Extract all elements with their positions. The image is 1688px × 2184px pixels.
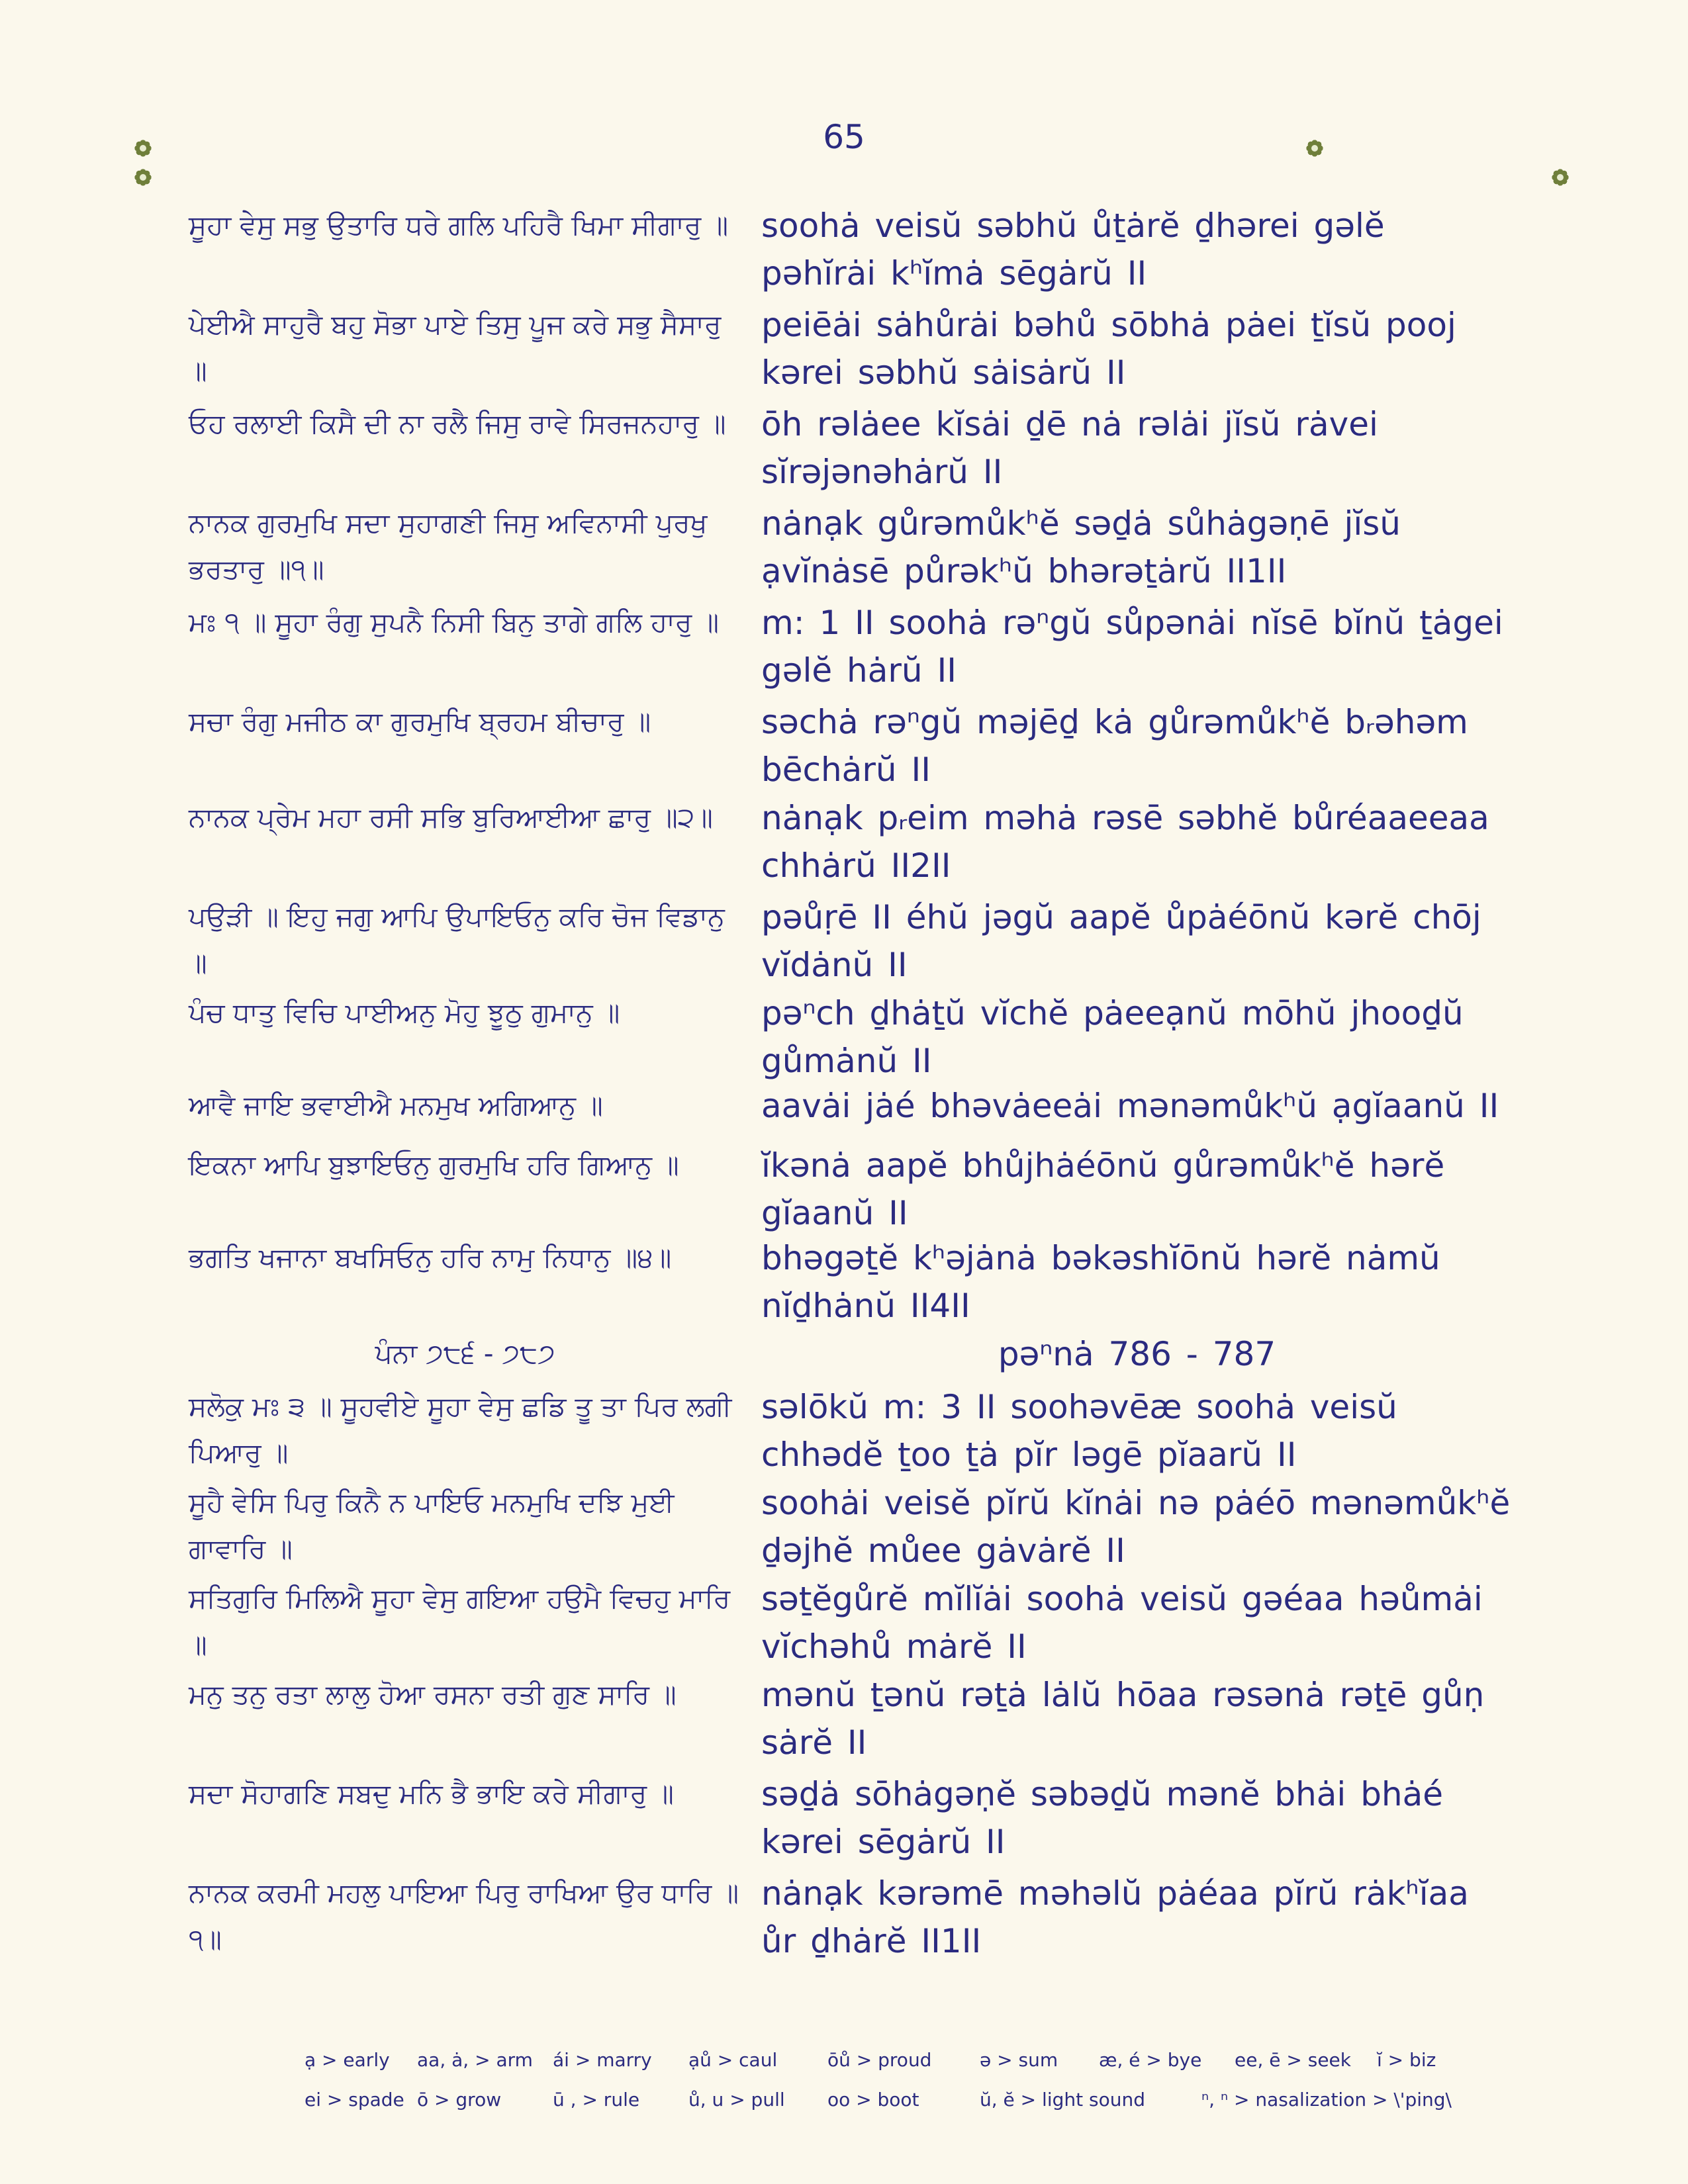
legend-row	[305, 2079, 1496, 2119]
legend-item: ŭ, ĕ > light sound	[980, 2088, 1145, 2111]
legend-row	[305, 2040, 1496, 2079]
transliteration-line: bhəgəṯĕ kʰəjȧnȧ bəkəshĭōnŭ hərĕ nȧmŭ nĭḏhȧnŭ II4II	[761, 1239, 1440, 1325]
transliteration-heading: pəⁿnȧ 786 - 787	[998, 1335, 1276, 1373]
transliteration-line: peiēȧi sȧhůrȧi bəhů sōbhȧ pȧei ṯĭsŭ pooj kərei səbhŭ sȧisȧrŭ II	[761, 306, 1456, 392]
gurmukhi-line: ਭਗਤਿ ਖਜਾਨਾ ਬਖਸਿਓਨੁ ਹਰਿ ਨਾਮੁ ਨਿਧਾਨੁ ॥੪॥	[189, 1242, 672, 1273]
gurmukhi-line: ਨਾਨਕ ਗੁਰਮੁਖਿ ਸਦਾ ਸੁਹਾਗਣੀ ਜਿਸੁ ਅਵਿਨਾਸੀ ਪੁਰਖੁ ਭਰਤਾਰੁ ॥੧॥	[189, 507, 708, 585]
gurmukhi-heading: ਪੰਨਾ ੭੮੬ - ੭੮੭	[375, 1338, 555, 1369]
verse-row	[189, 1575, 1513, 1671]
gurmukhi-line: ਸਲੋਕੁ ਮਃ ੩ ॥ ਸੂਹਵੀਏ ਸੂਹਾ ਵੇਸੁ ਛਡਿ ਤੂ ਤਾ ਪਿਰ ਲਗੀ ਪਿਆਰੁ ॥	[189, 1390, 732, 1469]
legend-item: ⁿ, ⁿ > nasalization > \'ping\	[1201, 2088, 1452, 2111]
gurmukhi-line: ਓਹ ਰਲਾਈ ਕਿਸੈ ਦੀ ਨਾ ਰਲੈ ਜਿਸੁ ਰਾਵੇ ਸਿਰਜਨਹਾਰੁ ॥	[189, 408, 726, 439]
transliteration-line: səlōkŭ m: 3 II soohəvēæ soohȧ veisŭ chhədĕ ṯoo ṯȧ pĭr ləgē pĭaarŭ II	[761, 1388, 1397, 1474]
transliteration-line: soohȧ veisŭ səbhŭ ůṯȧrĕ ḏhərei gəlĕ pəhĭrȧi kʰĭmȧ sēgȧrŭ II	[761, 206, 1385, 293]
verse-row	[189, 1479, 1513, 1575]
gurmukhi-line: ਸਤਿਗੁਰਿ ਮਿਲਿਐ ਸੂਹਾ ਵੇਸੁ ਗਇਆ ਹਉਮੈ ਵਿਚਹੁ ਮਾਰਿ ॥	[189, 1582, 731, 1661]
transliteration-line: aavȧi jȧé bhəvȧeeȧi mənəmůkʰŭ ạgĭaanŭ II	[761, 1087, 1499, 1125]
verse-row	[189, 893, 1513, 989]
transliteration-line: soohȧi veisĕ pĭrŭ kĭnȧi nə pȧéō mənəmůkʰĕ ḏəjhĕ můee gȧvȧrĕ II	[761, 1484, 1511, 1570]
verse-row	[189, 1142, 1513, 1234]
verse-row	[189, 1671, 1513, 1770]
legend-item: ạů > caul	[688, 2048, 778, 2071]
transliteration-line: nȧnạk pᵣeim məhȧ rəsē səbhĕ bůréaaeeaa chhȧrŭ II2II	[761, 799, 1489, 885]
verse-row	[189, 500, 1513, 599]
verse-row	[189, 989, 1513, 1082]
verse-row	[189, 400, 1513, 500]
transliteration-line: mənŭ ṯənŭ rəṯȧ lȧlŭ hōaa rəsənȧ rəṯē gůṇ sȧrĕ II	[761, 1676, 1485, 1762]
gurmukhi-line: ਸੂਹਾ ਵੇਸੁ ਸਭੁ ਉਤਾਰਿ ਧਰੇ ਗਲਿ ਪਹਿਰੈ ਖਿਮਾ ਸੀਗਾਰੁ ॥	[189, 209, 728, 241]
transliteration-line: ōh rəlȧee kĭsȧi ḏē nȧ rəlȧi jĭsŭ rȧvei sĭrəjənəhȧrŭ II	[761, 405, 1378, 491]
verse-row	[189, 1082, 1513, 1142]
legend-item: ō > grow	[417, 2088, 502, 2111]
flower-ornament-icon	[134, 168, 152, 187]
verse-row	[189, 1234, 1513, 1330]
transliteration-line: səṯĕgůrĕ mĭlĭȧi soohȧ veisŭ gəéaa həůmȧi vĭchəhů mȧrĕ II	[761, 1580, 1483, 1666]
legend-item: ū , > rule	[553, 2088, 640, 2111]
flower-ornament-icon	[134, 139, 152, 158]
transliteration-line: pəůṛē II éhŭ jəgŭ aapĕ ůpȧéōnŭ kərĕ chōj vĭdȧnŭ II	[761, 898, 1481, 984]
transliteration-line: pəⁿch ḏhȧṯŭ vĭchĕ pȧeeạnŭ mōhŭ jhooḏŭ gůmȧnŭ II	[761, 994, 1464, 1080]
transliteration-line: ĭkənȧ aapĕ bhůjhȧéōnŭ gůrəmůkʰĕ hərĕ gĭaanŭ II	[761, 1146, 1445, 1232]
flower-ornament-icon	[1305, 139, 1324, 158]
gurmukhi-line: ਸਦਾ ਸੋਹਾਗਣਿ ਸਬਦੁ ਮਨਿ ਭੈ ਭਾਇ ਕਰੇ ਸੀਗਾਰੁ ॥	[189, 1778, 674, 1809]
verse-row	[189, 698, 1513, 794]
gurmukhi-line: ਮਃ ੧ ॥ ਸੂਹਾ ਰੰਗੁ ਸੁਪਨੈ ਨਿਸੀ ਬਿਨੁ ਤਾਗੇ ਗਲਿ ਹਾਰੁ ॥	[189, 606, 719, 638]
transliteration-line: m: 1 II soohȧ rəⁿgŭ sůpənȧi nĭsē bĭnŭ ṯȧgei gəlĕ hȧrŭ II	[761, 604, 1503, 690]
legend-item: ee, ē > seek	[1235, 2048, 1351, 2071]
gurmukhi-line: ਪੇਈਐ ਸਾਹੁਰੈ ਬਹੁ ਸੋਭਾ ਪਾਏ ਤਿਸੁ ਪੂਜ ਕਰੇ ਸਭੁ ਸੈਸਾਰੁ ॥	[189, 308, 722, 387]
gurmukhi-line: ਇਕਨਾ ਆਪਿ ਬੁਝਾਇਓਨੁ ਗੁਰਮੁਖਿ ਹਰਿ ਗਿਆਨੁ ॥	[189, 1149, 679, 1181]
legend-item: aa, ȧ, > arm	[417, 2048, 533, 2071]
transliteration-line: nȧnạk kərəmē məhəlŭ pȧéaa pĭrŭ rȧkʰĭaa ůr ḏhȧrĕ II1II	[761, 1874, 1469, 1960]
gurmukhi-line: ਪੰਚ ਧਾਤੁ ਵਿਚਿ ਪਾਈਅਨੁ ਮੋਹੁ ਝੂਠੁ ਗੁਮਾਨੁ ॥	[189, 997, 620, 1028]
legend-item: æ, é > bye	[1099, 2048, 1202, 2071]
verse-block	[189, 202, 1513, 1969]
legend-item: ei > spade	[305, 2088, 404, 2111]
legend-item: ái > marry	[553, 2048, 652, 2071]
legend-item: ů, u > pull	[688, 2088, 785, 2111]
transliteration-line: səchȧ rəⁿgŭ məjēḏ kȧ gůrəmůkʰĕ bᵣəhəm bēchȧrŭ II	[761, 703, 1468, 789]
gurmukhi-line: ਆਵੈ ਜਾਇ ਭਵਾਈਐ ਮਨਮੁਖ ਅਗਿਆਨੁ ॥	[189, 1089, 603, 1121]
legend-item: ōů > proud	[827, 2048, 932, 2071]
gurmukhi-line: ਸੂਹੈ ਵੇਸਿ ਪਿਰੁ ਕਿਨੈ ਨ ਪਾਇਓ ਮਨਮੁਖਿ ਦਝਿ ਮੁਈ ਗਾਵਾਰਿ ॥	[189, 1486, 675, 1565]
verse-row	[189, 301, 1513, 400]
gurmukhi-line: ਪਉੜੀ ॥ ਇਹੁ ਜਗੁ ਆਪਿ ਉਪਾਇਓਨੁ ਕਰਿ ਚੋਜ ਵਿਡਾਨੁ ॥	[189, 901, 725, 979]
page-number: 65	[823, 118, 865, 156]
verse-row	[189, 1383, 1513, 1479]
transliteration-line: səḏȧ sōhȧgəṇĕ səbəḏŭ mənĕ bhȧi bhȧé kərei sēgȧrŭ II	[761, 1775, 1444, 1861]
legend-item: ĭ > biz	[1377, 2048, 1436, 2071]
gurmukhi-line: ਮਨੁ ਤਨੁ ਰਤਾ ਲਾਲੁ ਹੋਆ ਰਸਨਾ ਰਤੀ ਗੁਣ ਸਾਰਿ ॥	[189, 1678, 677, 1710]
legend-item: oo > boot	[827, 2088, 919, 2111]
page-reference-heading	[189, 1330, 1513, 1383]
pronunciation-legend	[305, 2040, 1496, 2119]
verse-row	[189, 599, 1513, 698]
legend-item: ə > sum	[980, 2048, 1058, 2071]
verse-row	[189, 202, 1513, 301]
transliteration-line: nȧnạk gůrəmůkʰĕ səḏȧ sůhȧgəṇē jĭsŭ ạvĭnȧsē půrəkʰŭ bhərəṯȧrŭ II1II	[761, 504, 1401, 590]
gurmukhi-line: ਨਾਨਕ ਪ੍ਰੇਮ ਮਹਾ ਰਸੀ ਸਭਿ ਬੁਰਿਆਈਆ ਛਾਰੁ ॥੨॥	[189, 801, 713, 833]
gurmukhi-line: ਨਾਨਕ ਕਰਮੀ ਮਹਲੁ ਪਾਇਆ ਪਿਰੁ ਰਾਖਿਆ ਉਰ ਧਾਰਿ ॥੧॥	[189, 1877, 739, 1955]
verse-row	[189, 1870, 1513, 1969]
legend-item: ạ > early	[305, 2048, 390, 2071]
flower-ornament-icon	[1551, 168, 1570, 187]
verse-row	[189, 794, 1513, 893]
gurmukhi-line: ਸਚਾ ਰੰਗੁ ਮਜੀਠ ਕਾ ਗੁਰਮੁਖਿ ਬ੍ਰਹਮ ਬੀਚਾਰੁ ॥	[189, 705, 651, 737]
verse-row	[189, 1770, 1513, 1870]
